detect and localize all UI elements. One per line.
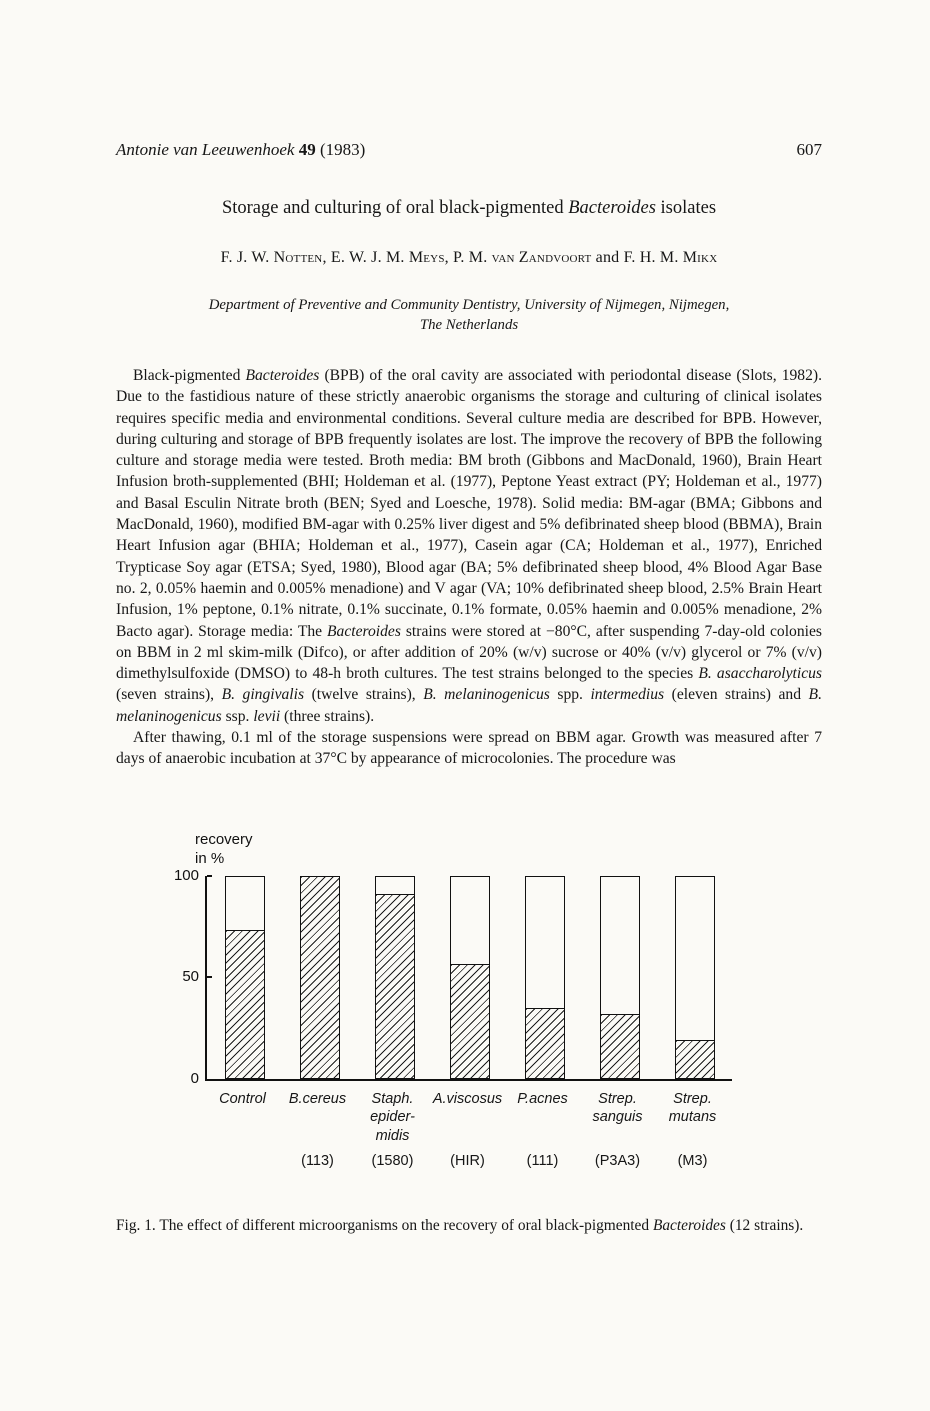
bar-hatched-fill	[226, 930, 264, 1078]
article-title: Storage and culturing of oral black-pigmented Bacteroides isolates	[221, 198, 717, 218]
y-axis-label	[195, 830, 815, 868]
strain-code: (1580)	[371, 1152, 414, 1169]
bar-hatched-fill	[676, 1040, 714, 1077]
strain-code: (P3A3)	[594, 1152, 641, 1169]
category-label: Control	[219, 1090, 266, 1107]
bar-staph.-epider--midis	[375, 876, 415, 1079]
strain-code: (111)	[526, 1152, 559, 1169]
paragraph-1: Black-pigmented Bacteroides (BPB) of the oral cavity are associated with periodontal disease (Slots, 1982). Due to the fastidious nature of these strictly anaerobic organisms the storage and culturing of clinical isolates requires specific media and environmental conditions. Several culture media are described for BPB. However, during culturing and storage of BPB frequently isolates are lost. The improve the recovery of BPB the following culture and storage media were tested. Broth media: BM broth (Gibbons and MacDonald, 1960), Brain Heart Infusion broth-supplemented (BHI; Holdeman et al. (1977), Peptone Yeast extract (PY; Holdeman et al., 1977) and Basal Esculin Nitrate broth (BEN; Syed and Loesche, 1978). Solid media: BM-agar (BMA; Gibbons and MacDonald, 1960), modified BM-agar with 0.25% liver digest and 5% defibrinated sheep blood (BBMA), Brain Heart Infusion agar (BHIA; Holdeman et al., 1977), Casein agar (CA; Holdeman et al., 1977), Enriched Trypticase Soy agar (ETSA; Syed, 1980), Blood agar (BA; 5% defibrinated sheep blood, 4% Blood Agar Base no. 2, 0.05% haemin and 0.005% menadione) and V agar (VA; 10% defibrinated sheep blood, 2.5% Brain Heart Infusion, 1% peptone, 0.1% nitrate, 0.1% succinate, 0.1% formate, 0.05% haemin and 0.005% menadione, 2% Bacto agar). Storage media: The Bacteroides strains were stored at −80°C, after suspending 7-day-old colonies on BBM in 2 ml skim-milk (Difco), or after addition of 20% (w/v) sucrose or 40% (v/v) glycerol or 7% (v/v) dimethylsulfoxide (DMSO) to 48-h broth cultures. The test strains belonged to the species B. asaccharolyticus (seven strains), B. gingivalis (twelve strains), B. melaninogenicus spp. intermedius (eleven strains) and B. melaninogenicus ssp. levii (three strains).	[116, 367, 822, 725]
y-tick-label-0: 0	[190, 1069, 199, 1087]
article-body	[116, 365, 822, 770]
category-label: B.cereus	[288, 1090, 347, 1107]
bar-control	[225, 876, 265, 1079]
bar-strep.-mutans	[675, 876, 715, 1079]
strain-code	[205, 1153, 280, 1169]
bar-hatched-fill	[376, 894, 414, 1078]
category-label: Strep. mutans	[668, 1090, 717, 1126]
category-labels	[205, 1090, 730, 1150]
bar-hatched-fill	[301, 876, 339, 1078]
bar-a.viscosus	[450, 876, 490, 1079]
running-head	[116, 140, 822, 160]
category-label: A.viscosus	[432, 1090, 503, 1107]
strain-code: (113)	[301, 1152, 334, 1169]
bar-hatched-fill	[601, 1014, 639, 1077]
strain-codes	[205, 1153, 730, 1169]
bar-p.acnes	[525, 876, 565, 1079]
page-number: 607	[796, 140, 822, 159]
bars-row	[207, 876, 732, 1079]
category-label: P.acnes	[517, 1090, 568, 1107]
plot-area	[173, 866, 732, 1087]
bar-hatched-fill	[451, 964, 489, 1078]
affiliation	[116, 295, 822, 335]
y-tick-mark	[207, 976, 212, 978]
bar-b.cereus	[300, 876, 340, 1079]
figure-1-bar-chart	[173, 830, 815, 1175]
y-tick-mark	[207, 875, 212, 877]
bar-hatched-fill	[526, 1008, 564, 1077]
authors-line: F. J. W. Notten, E. W. J. M. Meys, P. M. van Zandvoort and F. H. M. Mikx	[220, 249, 718, 266]
y-axis-label-line-1: recovery	[195, 830, 253, 848]
affiliation-line-2: The Netherlands	[419, 317, 519, 333]
y-axis-label-line-2: in %	[195, 849, 225, 867]
figure-caption: Fig. 1. The effect of different microorganisms on the recovery of oral black-pigmented Bacteroides (12 strains).	[116, 1216, 804, 1234]
strain-code: (HIR)	[450, 1152, 485, 1169]
category-label: Strep. sanguis	[592, 1090, 643, 1126]
bar-strep.-sanguis	[600, 876, 640, 1079]
y-tick-label-50: 50	[182, 968, 199, 986]
affiliation-line-1: Department of Preventive and Community Dentistry, University of Nijmegen, Nijmegen,	[208, 297, 730, 313]
category-label: Staph. epider- midis	[370, 1090, 415, 1144]
paragraph-2: After thawing, 0.1 ml of the storage suspensions were spread on BBM agar. Growth was measured after 7 days of anaerobic incubation at 37°C by appearance of microcolonies. The procedure was	[116, 729, 822, 768]
y-tick-label-100: 100	[173, 866, 199, 884]
journal-citation: Antonie van Leeuwenhoek 49 (1983)	[116, 140, 366, 159]
strain-code: (M3)	[677, 1152, 708, 1169]
